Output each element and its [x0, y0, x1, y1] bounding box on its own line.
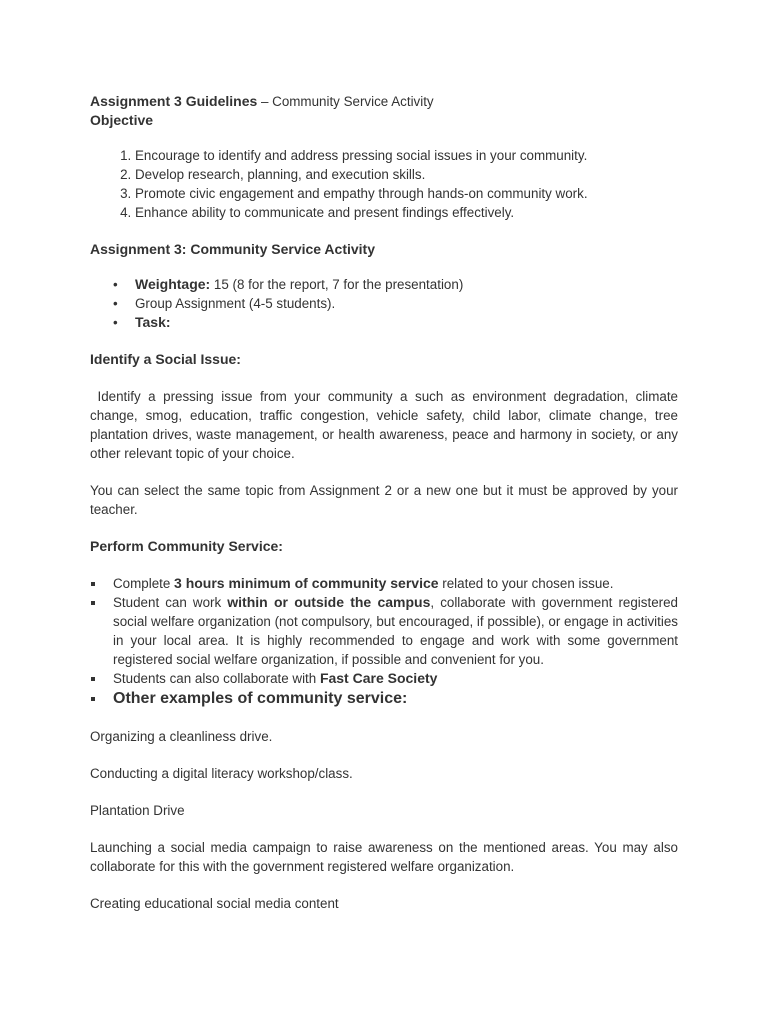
group-item — [113, 294, 678, 313]
weightage-label: Weightage: — [135, 276, 211, 292]
community-service-list — [90, 574, 678, 710]
service-item — [113, 574, 678, 593]
example-item: Plantation Drive — [90, 803, 185, 818]
social-issue-heading: Identify a Social Issue: — [90, 351, 241, 367]
service-item-bold: 3 hours minimum of community service — [174, 575, 439, 591]
service-item-bold: Fast Care Society — [319, 670, 438, 686]
assignment-details-list — [90, 275, 678, 332]
social-issue-paragraph: Identify a pressing issue from your community a such as environment degradation, climate change, smog, education, traffic congestion, vehicle safety, child labor, climate change, tree plantation drives, waste management, or health awareness, peace and harmony in society, or any other relevant topic of your choice. — [90, 389, 682, 461]
service-item-text: related to your chosen issue. — [438, 576, 614, 591]
square-bullet-icon — [91, 697, 95, 701]
example-item: Launching a social media campaign to raise awareness on the mentioned areas. You may also collaborate for this with the government registered welfare organization. — [90, 840, 678, 874]
topic-note-paragraph: You can select the same topic from Assignment 2 or a new one but it must be approved by your teacher. — [90, 483, 678, 517]
assignment-heading: Assignment 3: Community Service Activity — [90, 241, 376, 257]
bullet-icon: • — [113, 296, 118, 311]
task-label: Task: — [135, 314, 171, 330]
document-page — [90, 92, 682, 913]
service-item-text: Student can work — [113, 595, 228, 610]
community-service-heading: Perform Community Service: — [90, 538, 283, 554]
group-text: Group Assignment (4-5 students). — [135, 296, 336, 311]
objective-item: 4. Enhance ability to communicate and present findings effectively. — [135, 203, 678, 222]
service-item — [113, 669, 678, 688]
title-main: Assignment 3 Guidelines — [90, 93, 258, 109]
service-item-text: Students can also collaborate with — [113, 671, 320, 686]
square-bullet-icon — [91, 601, 95, 605]
example-item: Organizing a cleanliness drive. — [90, 729, 273, 744]
objective-item: 3. Promote civic engagement and empathy through hands-on community work. — [135, 184, 678, 203]
weightage-value: 15 (8 for the report, 7 for the presentation) — [210, 277, 464, 292]
title-subtitle: – Community Service Activity — [257, 94, 434, 109]
service-item-text: , collaborate with government registered social welfare organization (not compulsory, but encouraged, if possible), or engage in activities in your local area. It is highly recommended to engage and work with some government registered social welfare organization, if possible and convenient for you. — [113, 595, 679, 667]
service-item-bold: within or outside the campus — [227, 594, 431, 610]
example-item: Conducting a digital literacy workshop/class. — [90, 766, 353, 781]
bullet-icon: • — [113, 277, 118, 292]
service-item — [113, 593, 678, 669]
objective-item: 1. Encourage to identify and address pressing social issues in your community. — [135, 146, 678, 165]
square-bullet-icon — [91, 677, 95, 681]
service-item-text: Complete — [113, 576, 175, 591]
weightage-item — [113, 275, 678, 294]
objective-item: 2. Develop research, planning, and execution skills. — [135, 165, 678, 184]
task-item — [113, 313, 678, 332]
example-item: Creating educational social media content — [90, 896, 339, 911]
square-bullet-icon — [91, 582, 95, 586]
service-item — [113, 688, 678, 710]
objective-heading: Objective — [90, 112, 154, 128]
service-item-heading: Other examples of community service: — [113, 690, 408, 707]
document-title — [90, 92, 678, 111]
bullet-icon: • — [113, 315, 118, 330]
objective-list — [90, 146, 678, 222]
